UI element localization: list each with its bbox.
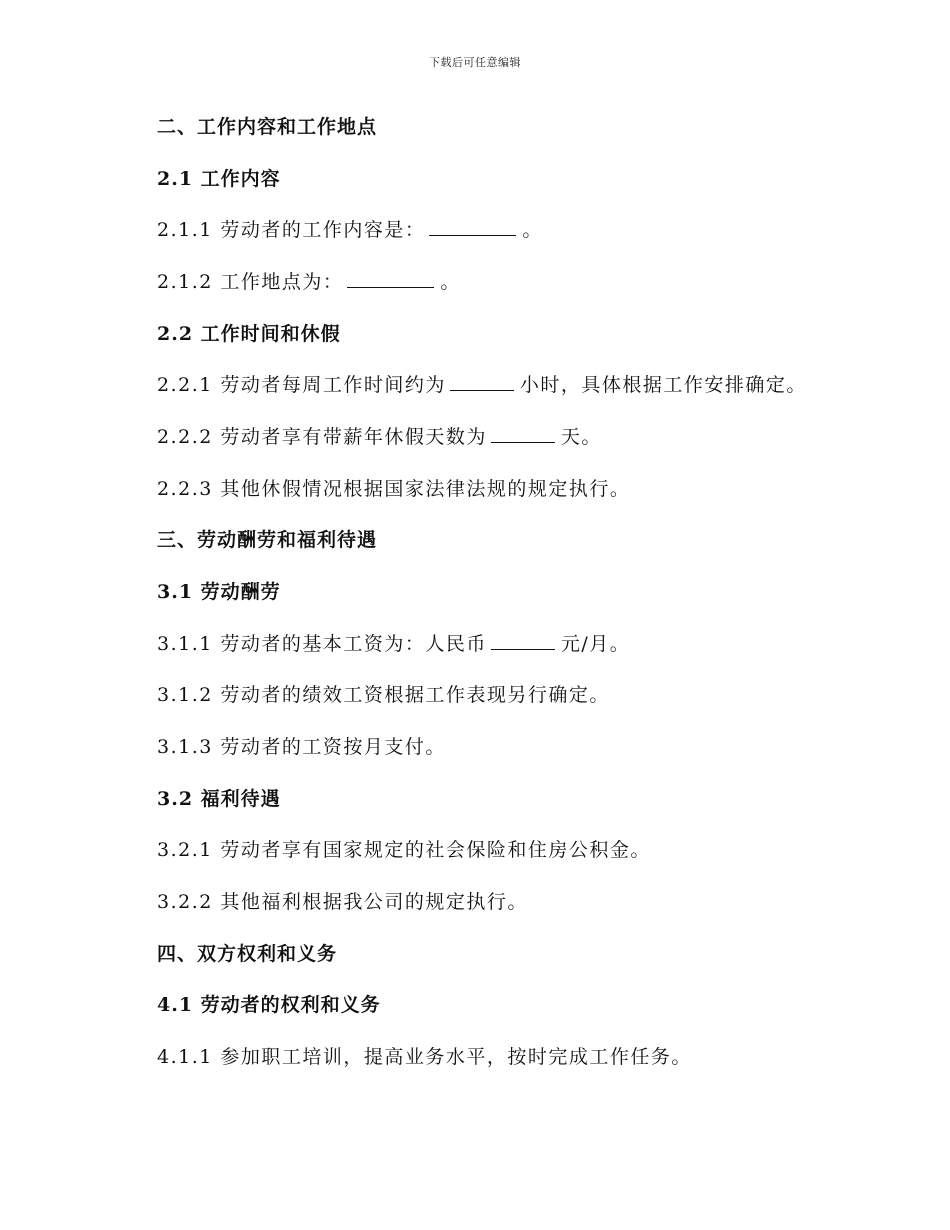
- page-header: 下载后可任意编辑: [429, 56, 521, 69]
- section-4-heading: 四、双方权利和义务: [157, 943, 338, 965]
- clause-2-2-1-text: 2.2.1 劳动者每周工作时间约为: [157, 374, 446, 396]
- subsection-4-1-heading: 4.1 劳动者的权利和义务: [157, 994, 381, 1016]
- subsection-3-2-heading: 3.2 福利待遇: [157, 788, 281, 810]
- subsection-3-1-heading: 3.1 劳动酬劳: [157, 581, 281, 603]
- clause-3-1-3: 3.1.3 劳动者的工资按月支付。: [157, 736, 446, 758]
- clause-2-2-2-end: 天。: [560, 426, 602, 448]
- subsection-2-1-heading: 2.1 工作内容: [157, 168, 281, 190]
- clause-3-2-1: 3.2.1 劳动者享有国家规定的社会保险和住房公积金。: [157, 839, 651, 861]
- subsection-2-2-heading: 2.2 工作时间和休假: [157, 323, 341, 345]
- clause-2-2-1-end: 小时，具体根据工作安排确定。: [519, 374, 807, 396]
- section-3-heading: 三、劳动酬劳和福利待遇: [157, 529, 378, 551]
- clause-4-1-1: 4.1.1 参加职工培训，提高业务水平，按时完成工作任务。: [157, 1046, 692, 1068]
- clause-2-2-2: [157, 425, 602, 449]
- clause-3-1-1-text: 3.1.1 劳动者的基本工资为：人民币: [157, 633, 487, 655]
- fill-in-blank[interactable]: [450, 374, 514, 391]
- clause-2-2-3: 2.2.3 其他休假情况根据国家法律法规的规定执行。: [157, 478, 631, 500]
- clause-3-2-2: 3.2.2 其他福利根据我公司的规定执行。: [157, 891, 528, 913]
- clause-2-2-1: [157, 373, 807, 397]
- clause-2-1-1: [157, 218, 543, 242]
- clause-3-1-1: [157, 632, 630, 656]
- fill-in-blank[interactable]: [429, 219, 516, 236]
- clause-2-1-1-text: 2.1.1 劳动者的工作内容是：: [157, 219, 426, 241]
- section-2-heading: 二、工作内容和工作地点: [157, 116, 378, 138]
- clause-3-1-2: 3.1.2 劳动者的绩效工资根据工作表现另行确定。: [157, 684, 610, 706]
- clause-3-1-1-end: 元/月。: [560, 633, 631, 655]
- clause-2-1-2-end: 。: [440, 271, 461, 293]
- clause-2-1-2-text: 2.1.2 工作地点为：: [157, 271, 344, 293]
- clause-2-1-1-end: 。: [522, 219, 543, 241]
- fill-in-blank[interactable]: [491, 426, 555, 443]
- fill-in-blank[interactable]: [347, 271, 434, 288]
- clause-2-1-2: [157, 270, 461, 294]
- fill-in-blank[interactable]: [491, 633, 555, 650]
- clause-2-2-2-text: 2.2.2 劳动者享有带薪年休假天数为: [157, 426, 487, 448]
